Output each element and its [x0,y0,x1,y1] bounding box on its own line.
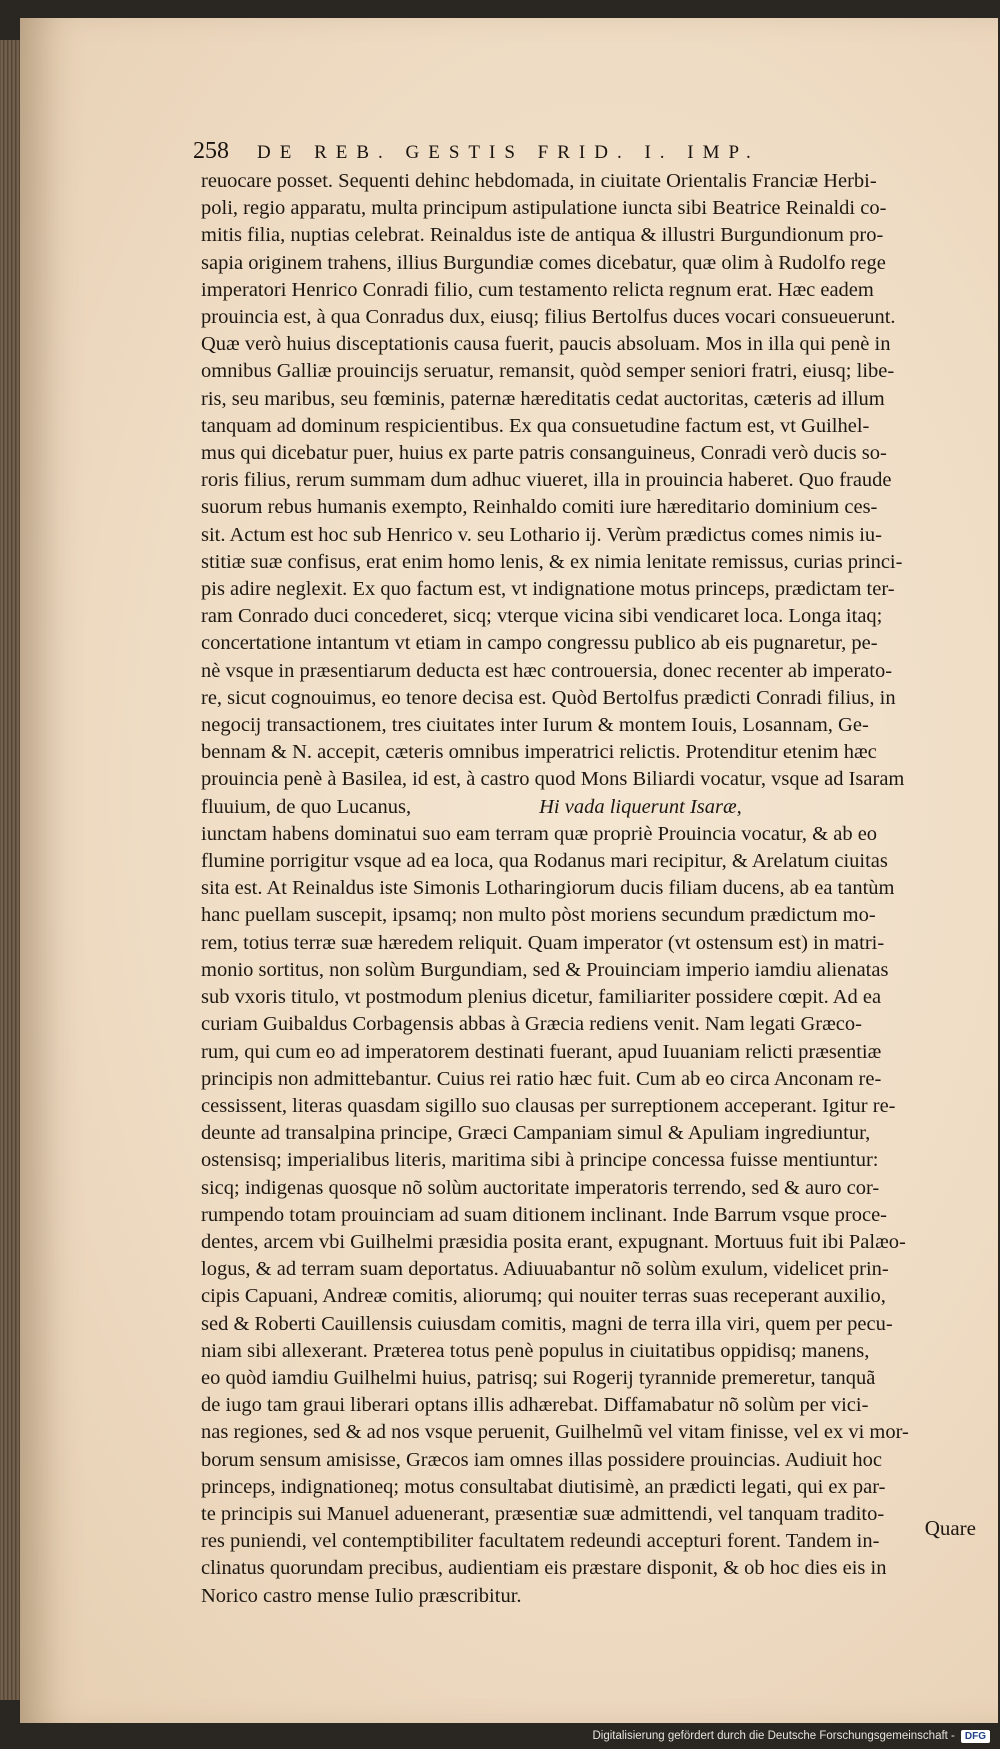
body-text [201,168,971,1610]
text-line: tanquam ad dominum respicientibus. Ex qua consuetudine factum est, vt Guilhel- [201,414,870,437]
text-line: mus qui dicebatur puer, huius ex parte patris consanguineus, Conradi verò ducis so- [201,442,887,465]
footer-credit: Digitalisierung gefördert durch die Deutsche Forschungsgemeinschaft - [592,1730,955,1742]
text-line: mitis filia, nuptias celebrat. Reinaldus iste de antiqua & illustri Burgundionum pro- [201,224,884,247]
text-line: iunctam habens dominatui suo eam terram quæ propriè Prouincia vocatur, & ab eo [201,822,878,845]
text-line: sed & Roberti Cauillensis cuiusdam comitis, magni de terra illa viri, quem per pecu- [201,1312,893,1335]
text-line: rum, qui cum eo ad imperatorem destinati fuerant, apud Iuuaniam relicti præsentiæ [201,1040,882,1063]
verse-line [201,794,971,821]
text-line: monio sortitus, non solùm Burgundiam, sed & Prouinciam imperio iamdiu alienatas [201,958,889,981]
text-line: suorum rebus humanis exempto, Reinhaldo comiti iure hæreditario dominium ces- [201,496,878,519]
text-line: res puniendi, vel contemptibiliter facultatem redeundi accepturi forent. Tandem in- [201,1530,880,1553]
text-line: poli, regio apparatu, multa principum astipulatione iuncta sibi Beatrice Reinaldi co- [201,197,887,220]
text-line: clinatus quorundam precibus, audientiam eis præstare disponit, & ob hoc dies eis in [201,1557,887,1580]
text-line: omnibus Galliæ prouincijs seruatur, remansit, quòd semper seniori fratri, eiusq; libe- [201,360,895,383]
text-line: pis adire neglexit. Ex quo factum est, vt indignatione motus princeps, prædictam ter- [201,578,895,601]
text-line: princeps, indignationeq; motus consultabat diutisimè, an prædicti legati, qui ex par- [201,1475,886,1498]
text-line: imperatori Henrico Conradi filio, cum testamento relicta regnum erat. Hæc eadem [201,278,874,301]
text-line: nè vsque in præsentiarum deducta est hæc controuersia, donec recenter ab imperato- [201,659,893,682]
footer-bar [0,1723,1000,1749]
text-line: te principis sui Manuel aduenerant, præsentiæ suæ admittendi, vel tanquam tradito- [201,1502,885,1525]
text-line: ris, seu maribus, seu fœminis, paternæ hæreditatis cedat auctoritas, cæteris ad illum [201,387,885,410]
text-line: niam sibi allexerant. Præterea totus penè populus in ciuitatibus oppidisq; manens, [201,1339,870,1362]
text-line: hanc puellam suscepit, ipsamq; non multo pòst moriens secundum prædictum mo- [201,904,876,927]
text-line: rumpendo totam prouinciam ad suam ditionem inclinant. Inde Barrum vsque proce- [201,1203,887,1226]
text-line: flumine porrigitur vsque ad ea loca, qua Rodanus mari recipitur, & Arelatum ciuitas [201,850,888,873]
text-line: dentes, arcem vbi Guilhelmi præsidia posita erant, expugnant. Mortuus fuit ibi Palæo- [201,1230,906,1253]
text-line: sapia originem trahens, illius Burgundiæ comes dicebatur, quæ olim à Rudolfo rege [201,251,886,274]
text-line: concertatione intantum vt etiam in campo congressu publico ab eis pugnaretur, pe- [201,632,878,655]
text-line: deunte ad transalpina principe, Græci Campaniam simul & Apuliam ingrediuntur, [201,1122,871,1145]
text-line: borum sensum amisisse, Græcos iam omnes illas possidere prouincias. Audiuit hoc [201,1448,882,1471]
text-line: ram Conrado duci concederet, sicq; vterque vicina sibi vendicaret loca. Longa itaq; [201,605,883,628]
text-line: cessissent, literas quasdam sigillo suo clausas per surreptionem acceperant. Igitur re- [201,1094,896,1117]
running-head: DE REB. GESTIS FRID. I. IMP. [257,142,760,163]
dfg-logo: DFG [961,1730,990,1743]
text-line: sub vxoris titulo, vt postmodum plenius dicetur, familiariter possidere cœpit. Ad ea [201,986,882,1009]
text-line: negocij transactionem, tres ciuitates inter Iurum & montem Iouis, Losannam, Ge- [201,714,869,737]
catchword: Quare [924,1516,976,1540]
text-line: bennam & N. accepit, cæteris omnibus imperatrici relictis. Protenditur etenim hæc [201,741,877,764]
text-line: Quæ verò huius disceptationis causa fuerit, paucis absoluam. Mos in illa qui penè in [201,333,891,356]
text-line: prouincia penè à Basilea, id est, à castro quod Mons Biliardi vocatur, vsque ad Isaram [201,768,905,791]
verse-quote: Hi vada liquerunt Isaræ, [539,795,742,818]
text-line: reuocare posset. Sequenti dehinc hebdomada, in ciuitate Orientalis Franciæ Herbi- [201,170,877,192]
verse-lead: fluuium, de quo Lucanus, [201,795,412,818]
text-line: cipis Capuani, Andreæ comitis, aliorumq; qui nouiter terras suas receperant auxilio, [201,1285,886,1308]
page-header [193,138,973,165]
text-line: Norico castro mense Iulio præscribitur. [201,1584,522,1607]
text-line: prouincia est, à qua Conradus dux, eiusq; filius Bertolfus duces vocari consueuerunt. [201,306,896,329]
text-line: ostensisq; imperialibus literis, maritima sibi à principe concessa fuisse mentiuntur: [201,1149,879,1172]
text-line: rem, totius terræ suæ hæredem reliquit. Quam imperator (vt ostensum est) in matri- [201,931,885,954]
text-line: sita est. At Reinaldus iste Simonis Lotharingiorum ducis filiam ducens, ab ea tantùm [201,877,895,900]
text-line: re, sicut cognouimus, eo tenore decisa est. Quòd Bertolfus prædicti Conradi filius, in [201,686,896,709]
text-line: de iugo tam graui liberari optans illis adhærebat. Diffamabatur nõ solùm per vici- [201,1394,869,1417]
text-line: curiam Guibaldus Corbagensis abbas à Græcia rediens venit. Nam legati Græco- [201,1013,862,1036]
text-line: logus, & ad terram suam deportatus. Adiuuabantur nõ solùm exulum, videlicet prin- [201,1258,889,1281]
text-line: stitiæ suæ confisus, erat enim homo lenis, & ex nimia lenitate remissus, curias princi- [201,550,903,573]
text-line: roris filius, rerum summam dum adhuc viueret, illa in prouincia haberet. Quo fraude [201,469,892,492]
text-line: nas regiones, sed & ad nos vsque peruenit, Guilhelmũ vel vitam finisse, vel ex vi mor- [201,1421,909,1444]
page-number: 258 [193,138,229,164]
text-line: sit. Actum est hoc sub Henrico v. seu Lothario ij. Verùm prædictus comes nimis iu- [201,523,882,546]
text-line: eo quòd iamdiu Guilhelmi huius, patrisq; sui Rogerij tyrannide premeretur, tanquã [201,1366,876,1389]
text-line: principis non admittebantur. Cuius rei ratio hæc fuit. Cum ab eo circa Anconam re- [201,1067,882,1090]
text-line: sicq; indigenas quosque nõ solùm auctoritate imperatoris terrendo, sed & auro cor- [201,1176,880,1199]
